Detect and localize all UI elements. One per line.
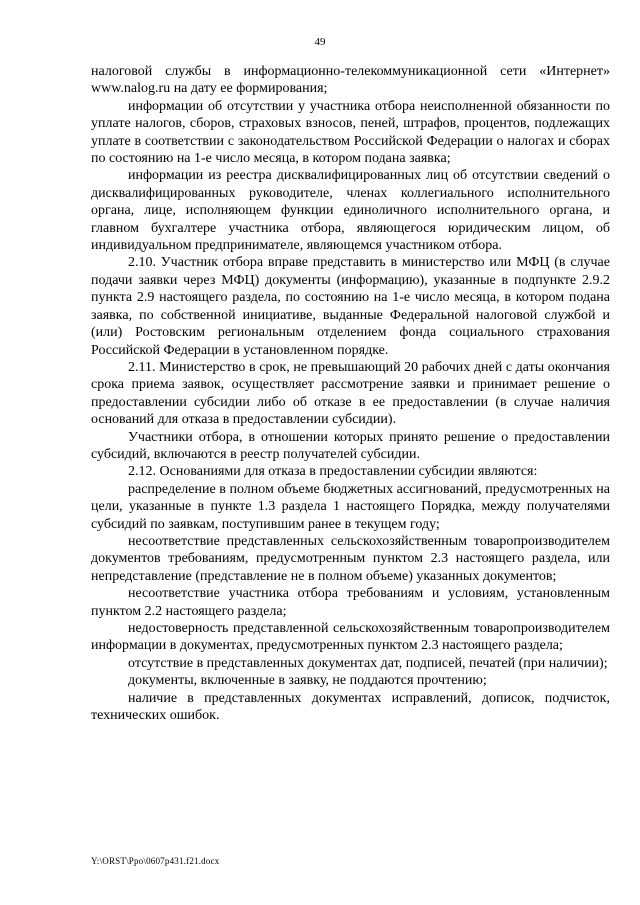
paragraph: документы, включенные в заявку, не поддаются прочтению; — [128, 673, 487, 689]
page-number: 49 — [314, 36, 326, 48]
paragraph: несоответствие представленных сельскохозяйственным товаропроизводителем документов требованиям, предусмотренным пунктом 2.3 настоящего раздела, или непредставление (представление не в полном объеме) указанных документов; — [91, 533, 610, 584]
paragraph: отсутствие в представленных документах дат, подписей, печатей (при наличии); — [128, 655, 608, 671]
paragraph: недостоверность представленной сельскохозяйственным товаропроизводителем информации в документах, предусмотренных пунктом 2.3 настоящего раздела; — [91, 621, 610, 654]
paragraph: 2.12. Основаниями для отказа в предоставлении субсидии являются: — [128, 464, 538, 480]
footer-file-path: Y:\ORST\Ppo\0607p431.f21.docx — [91, 856, 220, 866]
paragraph: 2.11. Министерство в срок, не превышающий 20 рабочих дней с даты окончания срока приема заявок, осуществляет рассмотрение заявки и принимает решение о предоставлении субсидии либо об отказе в ее предоставлении (в случае наличия оснований для отказа в предоставлении субсидии). — [91, 359, 610, 428]
paragraph: Участники отбора, в отношении которых принято решение о предоставлении субсидий, включаются в реестр получателей субсидии. — [91, 429, 610, 462]
document-body — [91, 63, 610, 724]
paragraph: информации об отсутствии у участника отбора неисполненной обязанности по уплате налогов, сборов, страховых взносов, пеней, штрафов, процентов, подлежащих уплате в соответствии с законодательством Российской Федерации о налогах и сборах по состоянию на 1-е число месяца, в котором подана заявка; — [91, 98, 610, 167]
paragraph: информации из реестра дисквалифицированных лиц об отсутствии сведений о дисквалифицированных руководителе, членах коллегиального исполнительного органа, лице, исполняющем функции единоличного исполнительного органа, и главном бухгалтере участника отбора, являющегося юридическим лицом, об индивидуальном предпринимателе, являющемся участником отбора. — [91, 168, 610, 254]
paragraph: 2.10. Участник отбора вправе представить в министерство или МФЦ (в случае подачи заявки через МФЦ) документы (информацию), указанные в подпункте 2.9.2 пункта 2.9 настоящего раздела, по состоянию на 1-е число месяца, в котором подана заявка, по собственной инициативе, выданные Федеральной налоговой службой и (или) Ростовским региональным отделением фонда социального страхования Российской Федерации в установленном порядке. — [91, 255, 610, 358]
paragraph: наличие в представленных документах исправлений, дописок, подчисток, технических ошибок. — [91, 690, 610, 724]
paragraph: несоответствие участника отбора требованиям и условиям, установленным пунктом 2.2 настоящего раздела; — [91, 586, 610, 619]
paragraph: налоговой службы в информационно-телекоммуникационной сети «Интернет» www.nalog.ru на дату ее формирования; — [91, 64, 610, 97]
paragraph: распределение в полном объеме бюджетных ассигнований, предусмотренных на цели, указанные в пункте 1.3 раздела 1 настоящего Порядка, между получателями субсидий по заявкам, поступившим ранее в текущем году; — [91, 481, 610, 532]
